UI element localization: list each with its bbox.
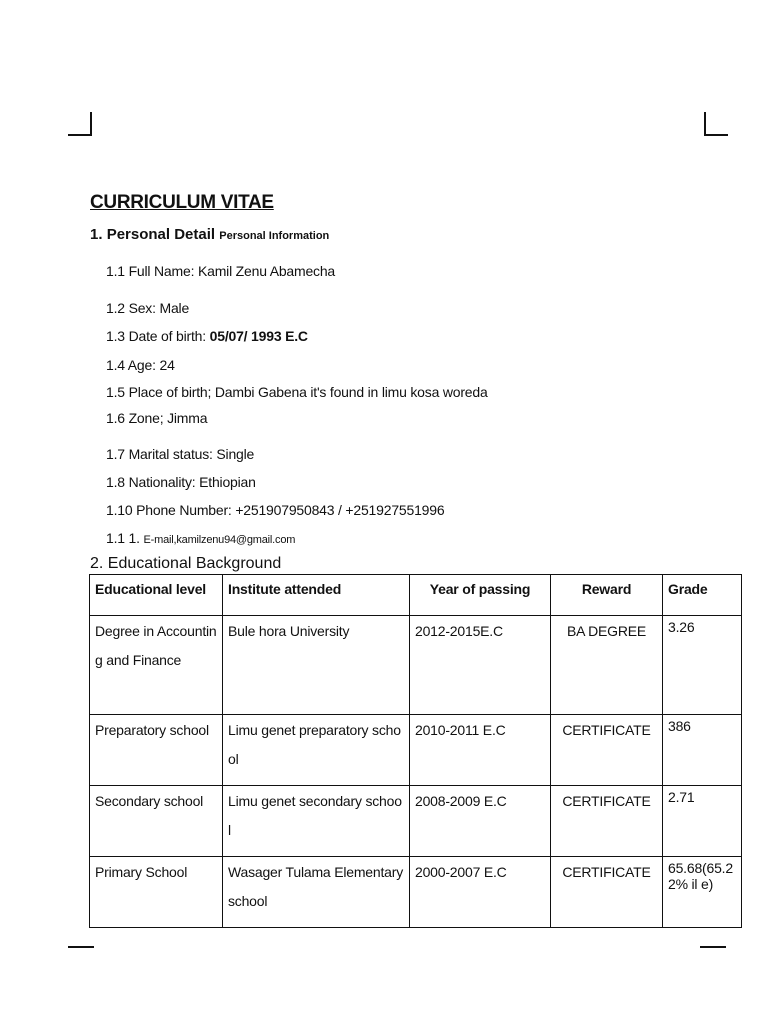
personal-item-email: 1.1 1. E-mail,kamilzenu94@gmail.com bbox=[106, 530, 296, 546]
table-row bbox=[90, 616, 742, 715]
table-cell: Wasager Tulama Elementary school bbox=[223, 857, 410, 928]
section-subtitle: Personal Information bbox=[219, 230, 330, 242]
table-row bbox=[90, 857, 742, 928]
table-cell: 386 bbox=[663, 715, 742, 786]
column-header: Year of passing bbox=[410, 575, 551, 616]
document-title: CURRICULUM VITAE bbox=[90, 192, 274, 213]
personal-detail-heading bbox=[90, 226, 329, 243]
column-header: Institute attended bbox=[223, 575, 410, 616]
section-number: 1. bbox=[90, 226, 103, 243]
table-cell: Primary School bbox=[90, 857, 223, 928]
personal-item-phone: 1.10 Phone Number: +251907950843 / +251927551996 bbox=[106, 502, 445, 518]
crop-mark-top-right bbox=[704, 112, 728, 136]
table-cell: 2008-2009 E.C bbox=[410, 786, 551, 857]
section-title: Personal Detail bbox=[106, 226, 216, 243]
table-row bbox=[90, 786, 742, 857]
table-cell: Limu genet secondary school bbox=[223, 786, 410, 857]
personal-item-date-of-birth: 1.3 Date of birth: 05/07/ 1993 E.C bbox=[106, 328, 308, 344]
personal-item-age: 1.4 Age: 24 bbox=[106, 357, 175, 373]
education-heading: 2. Educational Background bbox=[90, 555, 282, 572]
column-header: Grade bbox=[663, 575, 742, 616]
personal-item-sex: 1.2 Sex: Male bbox=[106, 300, 190, 316]
table-cell: Limu genet preparatory school bbox=[223, 715, 410, 786]
crop-mark-bottom-left bbox=[68, 946, 94, 948]
personal-item-nationality: 1.8 Nationality: Ethiopian bbox=[106, 474, 256, 490]
table-cell: CERTIFICATE bbox=[551, 715, 663, 786]
crop-mark-bottom-right bbox=[700, 946, 726, 948]
table-row bbox=[90, 715, 742, 786]
column-header: Reward bbox=[551, 575, 663, 616]
table-cell: Secondary school bbox=[90, 786, 223, 857]
table-cell: Degree in Accounting and Finance bbox=[90, 616, 223, 715]
table-header-row bbox=[90, 575, 742, 616]
table-cell: Preparatory school bbox=[90, 715, 223, 786]
table-cell: 2012-2015E.C bbox=[410, 616, 551, 715]
table-cell: Bule hora University bbox=[223, 616, 410, 715]
table-cell: CERTIFICATE bbox=[551, 857, 663, 928]
personal-item-place-of-birth: 1.5 Place of birth; Dambi Gabena it's found in limu kosa woreda bbox=[106, 384, 488, 400]
table-cell: 2000-2007 E.C bbox=[410, 857, 551, 928]
personal-item-full-name: 1.1 Full Name: Kamil Zenu Abamecha bbox=[106, 263, 336, 279]
table-cell: 2010-2011 E.C bbox=[410, 715, 551, 786]
column-header: Educational level bbox=[90, 575, 223, 616]
education-table bbox=[89, 574, 742, 928]
table-cell: 65.68(65.22% il e) bbox=[663, 857, 742, 928]
table-cell: 3.26 bbox=[663, 616, 742, 715]
personal-item-marital-status: 1.7 Marital status: Single bbox=[106, 446, 255, 462]
table-cell: CERTIFICATE bbox=[551, 786, 663, 857]
table-cell: 2.71 bbox=[663, 786, 742, 857]
crop-mark-top-left bbox=[68, 112, 92, 136]
table-cell: BA DEGREE bbox=[551, 616, 663, 715]
personal-item-zone: 1.6 Zone; Jimma bbox=[106, 410, 208, 426]
